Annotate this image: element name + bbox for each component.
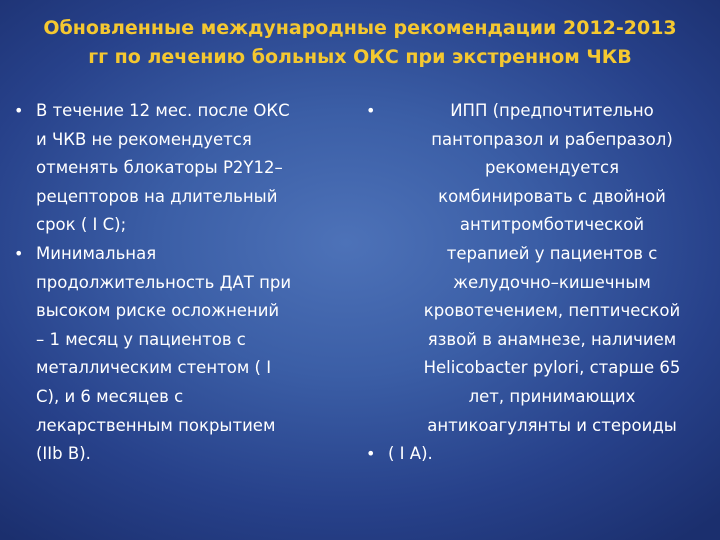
bullet-marker: • [14,101,24,120]
right-bullet-2-line: ( I A). [388,444,433,464]
bullet-marker: • [366,101,376,120]
right-bullet-1-line: комбинировать с двойной [438,186,666,206]
bullet-marker: • [14,243,24,263]
right-bullet-1-line: кровотечением, пептической [423,301,681,321]
left-bullet-1 [14,97,354,240]
right-bullet-1-line: терапией у пациентов с [446,243,658,263]
right-bullet-1-line: Helicobacter pylori, старше 65 [423,358,681,378]
left-bullet-2-line: C), и 6 месяцев с [36,386,184,406]
left-bullet-2-line: – 1 месяц у пациентов с [36,329,246,349]
left-bullet-1-line: срок ( I C); [36,215,127,235]
left-bullet-2-line: продолжительность ДАТ при [36,272,292,292]
bullet-marker: • [366,444,376,464]
left-bullet-2 [14,240,354,469]
right-bullet-1 [366,97,716,440]
right-bullet-1-line: желудочно–кишечным [453,272,651,292]
right-bullet-1-line: антикоагулянты и стероиды [427,415,677,435]
title-line-2: гг по лечению больных ОКС при экстренном ЧКВ [88,46,632,68]
right-column [366,97,716,469]
right-bullet-1-line: ИПП (предпочтительно [450,101,654,120]
title-line-1: Обновленные международные рекомендации 2012-2013 [43,17,677,39]
left-bullet-2-line: металлическим стентом ( I [36,358,272,378]
right-bullet-2 [366,440,716,469]
right-bullet-1-line: антитромботической [459,215,645,235]
left-bullet-1-line: рецепторов на длительный [36,186,278,206]
left-bullet-2-line: высоком риске осложнений [36,301,280,321]
right-bullet-1-line: лет, принимающих [468,386,636,406]
left-bullet-1-line: и ЧКВ не рекомендуется [36,129,252,149]
slide-title [0,14,720,72]
right-bullet-1-line: рекомендуется [484,158,619,178]
left-column [14,97,354,469]
right-bullet-1-line: пантопразол и рабепразол) [431,129,673,149]
left-bullet-2-line: Минимальная [36,243,157,263]
left-bullet-2-line: лекарственным покрытием [36,415,276,435]
left-bullet-1-line: отменять блокаторы P2Y12– [36,158,283,178]
right-bullet-1-line: язвой в анамнезе, наличием [427,329,677,349]
left-bullet-2-line: (IIb B). [36,444,91,464]
left-bullet-1-line: В течение 12 мес. после ОКС [36,101,290,120]
